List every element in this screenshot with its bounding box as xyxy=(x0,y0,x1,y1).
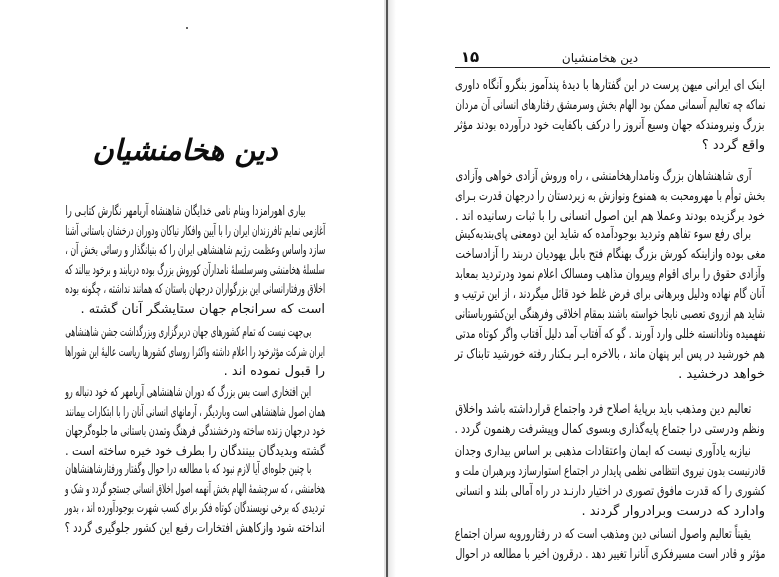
text-line: برای رفع سوء تفاهم وتردید بوجودآمده که شاید این دومعنی پای‌بندبه‌کیش xyxy=(455,227,751,242)
text-line: را قبول نموده اند . xyxy=(223,364,325,379)
text-line: بزرگ ونیرومندکه جهان وسیع آنروز را درکف باکفایت خود درآورده بودند مؤثر xyxy=(455,118,765,133)
text-line: مغی بوده وازاینکه کورش بزرگ بهنگام فتح بابل یهودیان دربند را آزادساخت xyxy=(455,247,765,262)
text-line: آغازمی نمایم تافرزندان ایران را با آیین وافکار نیاکان ودوران درخشان باستانی آشنا xyxy=(65,223,325,239)
text-line: سلسلهٔ هخامنشی وسرسلسلهٔ نامدارآن کوروش بزرگ بوده دریابند و برخود ببالند که xyxy=(65,262,325,278)
chapter-title: دین هخامنشیان xyxy=(92,133,278,167)
text-line: ایران شرکت مؤثرخود را اعلام داشته واکثرا روسای کشورها ریاست عالیهٔ این شوراها xyxy=(65,344,325,360)
text-line: نفهمیده ونادانسته خللی وارد آورند . گو که آفتاب آمد دلیل آفتاب واگر کوتاه مدتی xyxy=(455,327,765,342)
text-line: واقع گردد ؟ xyxy=(701,138,765,153)
text-line: همان اصول شاهنشاهی است وباردیگر ، آرمانهای انسانی آنان را با ابتکارات بیمانند xyxy=(65,404,325,420)
text-line: بی‌جهت نیست که تمام کشورهای جهان دربرگزاری وبزرگداشت جشن شاهنشاهی xyxy=(64,325,311,340)
text-line: آنان گام نهاده ودلیل وبرهانی برای فرض غلط خود قائل میگردند ، از این ترتیب و xyxy=(455,287,765,302)
gutter-line xyxy=(386,0,388,577)
right-page xyxy=(389,0,779,577)
text-line: است که سرانجام جهان ستایشگر آنان گشته . xyxy=(80,301,325,317)
text-line: نماکه چه تعالیم آسمانی ممکن بود الهام بخش وسرمشق رفتارهای انسانی آن مردان xyxy=(455,98,765,113)
text-line: ونظم ودرستی درا جتماع پایه‌گذاری وبسوی کمال وپیشرفت رهنمون گردد . xyxy=(455,422,765,437)
text-line: گشته وبدیدگان بینندگان را بطرف خود خیره ساخته است . xyxy=(65,443,325,459)
page-number: ۱۵ xyxy=(460,48,480,66)
left-page-body xyxy=(0,0,385,577)
running-head: دین هخامنشیان xyxy=(561,51,639,65)
text-line: اینک ای ایرانی میهن پرست در این گفتارها با دیدهٔ پندآموز بنگرو آنگاه داوری xyxy=(455,78,765,93)
text-line: وادارد که درست وبرادروار گردند . xyxy=(581,504,765,519)
text-line: هخامنشی ، که سرچشمهٔ الهام بخش آنهمه اصول اخلاق انسانی جستجو گردد و شک و xyxy=(65,481,325,497)
text-line: بیاری اهورامزدا وبنام نامی خدایگان شاهنشاه آریامهر نگارش کتابـی را xyxy=(65,204,305,219)
text-line: وآزادی حقوق را برای اقوام وپیروان مذاهب ومسالک اعلام نمود ودرتردید بمعابد xyxy=(455,267,765,282)
left-page xyxy=(0,0,385,577)
text-line: خود برگزیده بودند وعملا هم این اصول انسانی را با ثبات رسانیده اند . xyxy=(455,209,765,224)
text-line: با چنین جلوه‌ای آیا لازم نبود که با مطالعه درا حوال وگفتار ورفتارشاهنشاهان xyxy=(65,462,311,477)
text-line: آری شاهنشاهان بزرگ ونامدارهخامنشی ، راه وروش آزادی خواهی وآزادی xyxy=(455,169,751,184)
text-line: نیازبه یادآوری نیست که ایمان واعتقادات مذهبی بر اساس بیداری وجدان xyxy=(455,444,751,459)
text-line: بخش توأم با مهرومحبت به همنوع ونوازش به زیردستان را درجهان قدرت بـرای xyxy=(455,189,765,204)
text-line: یقیناً تعالیم واصول انسانی دین ومذهب است که در رفتارورویه سران اجتماع xyxy=(455,527,751,542)
text-line: خواهد درخشید . xyxy=(678,367,765,382)
text-line: این افتخاری است بس بزرگ که دوران شاهنشاهی آریامهر که خود دنباله رو xyxy=(65,385,311,400)
text-line: تردیدی که برخی نویسندگان کوتاه فکر برای کسب شهرت بوجودآورده اند ، بدور xyxy=(65,501,325,516)
text-line: سازد واساس وعظمت رژیم شاهنشاهی ایران را که بنیانگذار و رسائی بخش آن ، xyxy=(65,243,325,258)
text-line: انداخته شود وازکاهش افتخارات رفیع این کشور جلوگیری گردد ؟ xyxy=(65,520,325,536)
text-line: هم خورشید در پس ابر پنهان ماند ، بالاخره ابـر بـکنار رفته خورشید تابناک تر xyxy=(455,347,765,362)
text-line: قادرنیست بدون نیروی انتظامی نظمی پایدار در اجتماع استوارسازد وبرهبران ملت و xyxy=(455,464,765,479)
text-line: تعالیم دین ومذهب باید برپایهٔ اصلاح فرد واجتماع قرارداشته باشد واخلاق xyxy=(455,402,751,417)
text-line: اخلاق ورفتارانسانی این بزرگواران درجهان باستان که همانند نداشته ، چگونه بوده xyxy=(65,282,325,297)
text-line: کشوری را که قدرت مافوق تصوری در اختیار دارنـد در راه آمالی بلند و انسانی xyxy=(455,484,765,499)
text-line: شاید هم ازروی تعصبی نابجا خواسته باشند بمقام اخلاقی وفرهنگی این‌کشورباستانی xyxy=(455,307,765,322)
right-page-body xyxy=(389,0,779,577)
text-line: مؤثر و قادر است مسیرفکری آنانرا تغییر دهد . درقرون اخیر با مطالعه در احوال xyxy=(455,547,765,562)
text-line: خود درجهان زنده ساخته ودرخشندگی فرهنگ وتمدن باستانی ما جلوه‌گرجهان xyxy=(65,424,325,439)
